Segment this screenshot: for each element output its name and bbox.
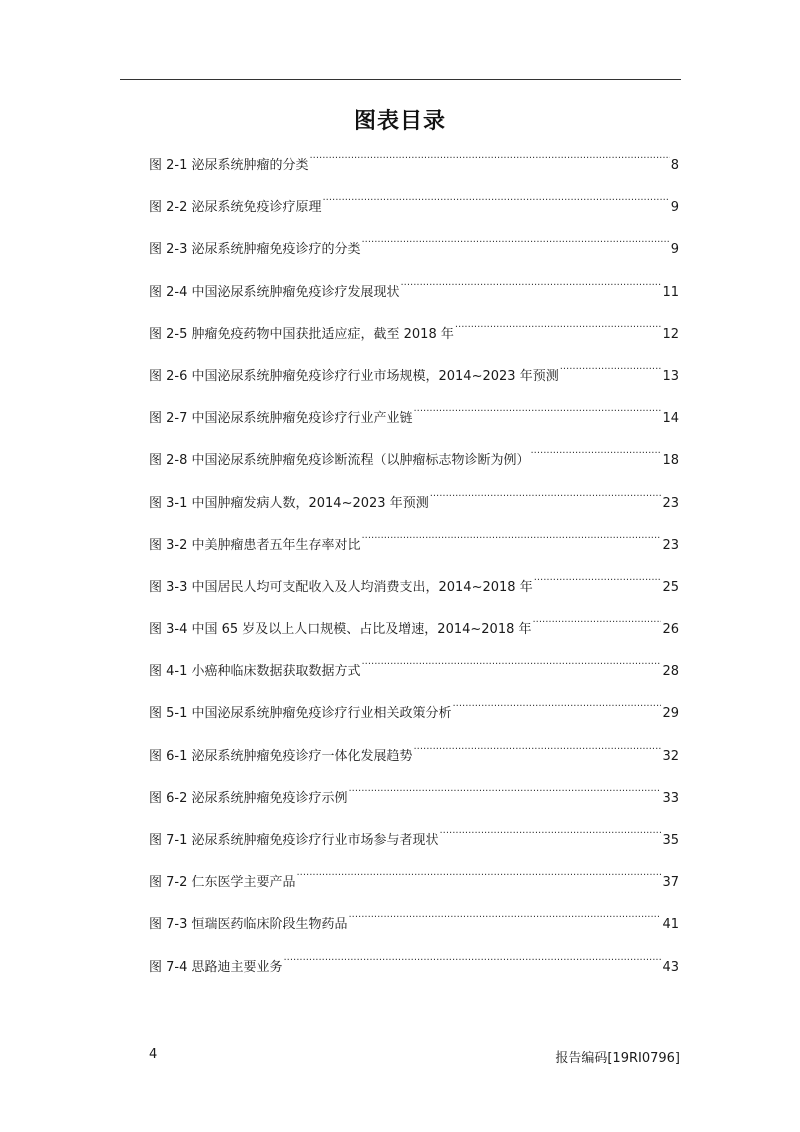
toc-entry-label: 图 7-3 恒瑞医药临床阶段生物药品 bbox=[149, 917, 348, 933]
toc-entry[interactable] bbox=[149, 613, 679, 655]
dot-leader bbox=[533, 613, 662, 633]
dot-leader bbox=[297, 866, 662, 886]
toc-entry-label: 图 2-3 泌尿系统肿瘤免疫诊疗的分类 bbox=[149, 242, 361, 258]
toc-entry[interactable] bbox=[149, 740, 679, 782]
toc-entry[interactable] bbox=[149, 318, 679, 360]
toc-entry-label: 图 2-8 中国泌尿系统肿瘤免疫诊断流程（以肿瘤标志物诊断为例） bbox=[149, 453, 530, 469]
toc-entry-label: 图 2-5 肿瘤免疫药物中国获批适应症，截至 2018 年 bbox=[149, 326, 454, 342]
toc-entry-label: 图 3-1 中国肿瘤发病人数，2014~2023 年预测 bbox=[149, 495, 429, 511]
toc-entry[interactable] bbox=[149, 866, 679, 908]
toc-entry-label: 图 7-2 仁东医学主要产品 bbox=[149, 875, 296, 891]
dot-leader bbox=[349, 782, 662, 802]
page-title: 图表目录 bbox=[353, 109, 446, 134]
toc-entry-label: 图 5-1 中国泌尿系统肿瘤免疫诊疗行业相关政策分析 bbox=[149, 706, 452, 722]
toc-entry-label: 图 2-7 中国泌尿系统肿瘤免疫诊疗行业产业链 bbox=[149, 411, 413, 427]
toc-entry[interactable] bbox=[149, 402, 679, 444]
toc-entry-page: 23 bbox=[662, 537, 679, 553]
toc-entry-page: 26 bbox=[662, 622, 679, 638]
dot-leader bbox=[349, 908, 662, 928]
toc-entry[interactable] bbox=[149, 149, 679, 191]
footer-page-number: 4 bbox=[149, 1047, 158, 1062]
toc-entry-page: 33 bbox=[662, 790, 679, 806]
toc-entry[interactable] bbox=[149, 824, 679, 866]
dot-leader bbox=[560, 360, 662, 380]
toc-entry-label: 图 3-3 中国居民人均可支配收入及人均消费支出，2014~2018 年 bbox=[149, 579, 533, 595]
dot-leader bbox=[323, 191, 670, 211]
toc-entry-label: 图 7-1 泌尿系统肿瘤免疫诊疗行业市场参与者现状 bbox=[149, 833, 439, 848]
toc-entry-label: 图 2-2 泌尿系统免疫诊疗原理 bbox=[149, 200, 322, 216]
toc-entry-label: 图 7-4 思路迪主要业务 bbox=[149, 959, 283, 975]
dot-leader bbox=[453, 697, 662, 717]
toc-entry-page: 29 bbox=[662, 706, 679, 722]
toc-entry-page: 12 bbox=[662, 326, 679, 342]
figure-index-list bbox=[149, 149, 679, 993]
dot-leader bbox=[362, 655, 662, 675]
toc-entry-page: 14 bbox=[662, 411, 679, 427]
toc-entry-page: 11 bbox=[662, 284, 679, 300]
toc-entry[interactable] bbox=[149, 276, 679, 318]
toc-entry-page: 35 bbox=[662, 833, 679, 848]
toc-entry-label: 图 6-1 泌尿系统肿瘤免疫诊疗一体化发展趋势 bbox=[149, 748, 413, 764]
dot-leader bbox=[531, 444, 662, 464]
toc-entry-page: 8 bbox=[670, 158, 679, 173]
dot-leader bbox=[362, 233, 670, 253]
dot-leader bbox=[534, 571, 662, 591]
toc-entry[interactable] bbox=[149, 360, 679, 402]
toc-entry[interactable] bbox=[149, 782, 679, 824]
toc-entry[interactable] bbox=[149, 908, 679, 950]
header-rule bbox=[120, 79, 681, 80]
dot-leader bbox=[455, 318, 662, 338]
toc-entry-page: 25 bbox=[662, 579, 679, 595]
toc-entry[interactable] bbox=[149, 655, 679, 697]
toc-entry-page: 23 bbox=[662, 495, 679, 511]
toc-entry-label: 图 3-4 中国 65 岁及以上人口规模、占比及增速，2014~2018 年 bbox=[149, 622, 532, 638]
toc-entry-page: 43 bbox=[662, 959, 679, 975]
toc-entry[interactable] bbox=[149, 487, 679, 529]
footer-report-code: 报告编码[19RI0796] bbox=[555, 1051, 680, 1066]
toc-entry-label: 图 2-1 泌尿系统肿瘤的分类 bbox=[149, 158, 309, 173]
toc-entry-page: 28 bbox=[662, 664, 679, 680]
toc-entry-page: 37 bbox=[662, 875, 679, 891]
toc-entry-page: 18 bbox=[662, 453, 679, 469]
toc-entry-page: 32 bbox=[662, 748, 679, 764]
toc-entry[interactable] bbox=[149, 697, 679, 739]
toc-entry-label: 图 2-6 中国泌尿系统肿瘤免疫诊疗行业市场规模，2014~2023 年预测 bbox=[149, 368, 559, 384]
toc-entry-page: 9 bbox=[670, 242, 679, 258]
dot-leader bbox=[414, 740, 662, 760]
dot-leader bbox=[430, 487, 662, 507]
toc-entry[interactable] bbox=[149, 571, 679, 613]
toc-entry[interactable] bbox=[149, 951, 679, 993]
toc-entry[interactable] bbox=[149, 529, 679, 571]
dot-leader bbox=[362, 529, 662, 549]
dot-leader bbox=[310, 149, 670, 169]
toc-entry[interactable] bbox=[149, 233, 679, 275]
toc-entry-label: 图 2-4 中国泌尿系统肿瘤免疫诊疗发展现状 bbox=[149, 284, 400, 300]
toc-entry-label: 图 6-2 泌尿系统肿瘤免疫诊疗示例 bbox=[149, 790, 348, 806]
dot-leader bbox=[401, 276, 662, 296]
toc-entry-label: 图 4-1 小癌种临床数据获取数据方式 bbox=[149, 664, 361, 680]
toc-entry[interactable] bbox=[149, 191, 679, 233]
toc-entry[interactable] bbox=[149, 444, 679, 486]
toc-entry-label: 图 3-2 中美肿瘤患者五年生存率对比 bbox=[149, 537, 361, 553]
dot-leader bbox=[284, 951, 662, 971]
dot-leader bbox=[414, 402, 662, 422]
toc-entry-page: 41 bbox=[662, 917, 679, 933]
toc-entry-page: 9 bbox=[670, 200, 679, 216]
dot-leader bbox=[440, 824, 662, 844]
toc-entry-page: 13 bbox=[662, 368, 679, 384]
